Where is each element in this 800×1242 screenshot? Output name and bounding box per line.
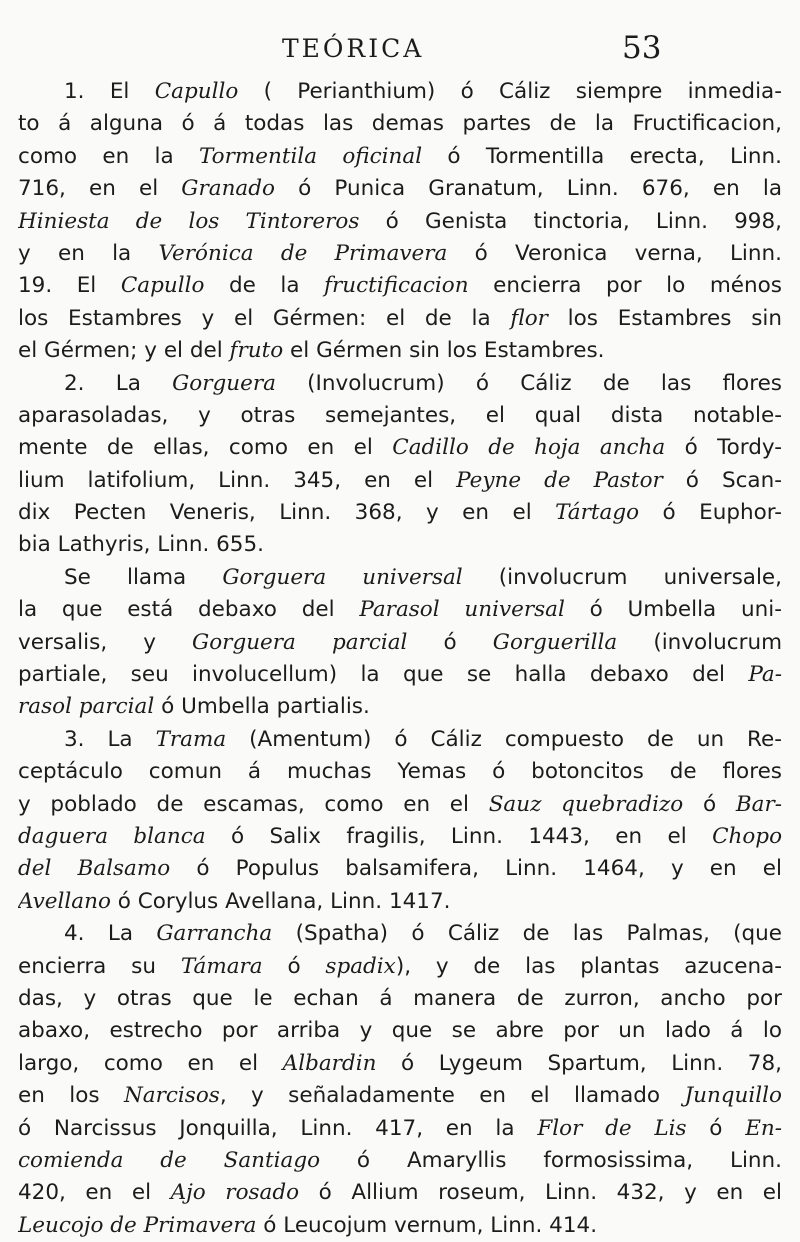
page-header bbox=[0, 22, 800, 66]
text-run: ó Salix fragilis, Linn. 1443, en el bbox=[205, 823, 713, 849]
text-run: ó Tordy- bbox=[665, 435, 782, 461]
text-run: y en la bbox=[18, 240, 159, 266]
italic-term: Granado bbox=[181, 176, 275, 202]
text-run: el Gérmen; y el del bbox=[18, 338, 230, 364]
body-text bbox=[18, 76, 782, 1242]
text-line bbox=[18, 1177, 782, 1209]
text-line bbox=[18, 238, 782, 270]
text-run: lium latifolium, Linn. 345, en el bbox=[18, 467, 457, 493]
italic-term: En- bbox=[745, 1115, 782, 1141]
text-line bbox=[18, 918, 782, 950]
italic-term: Capullo bbox=[154, 79, 239, 104]
italic-term: Verónica de Primavera bbox=[158, 240, 448, 266]
text-run: ó bbox=[683, 791, 736, 817]
italic-term: Parasol universal bbox=[359, 597, 565, 623]
italic-term: Narcisos bbox=[123, 1083, 220, 1109]
text-line bbox=[18, 691, 782, 723]
text-run: ó Leucojum vernum, Linn. 414. bbox=[256, 1212, 598, 1238]
text-run: abaxo, estrecho por arriba y que se abre por un lado á lo bbox=[18, 1018, 782, 1044]
italic-term: rasol parcial bbox=[18, 694, 155, 720]
text-run: encierra su bbox=[18, 953, 181, 979]
italic-term: Támara bbox=[180, 953, 263, 979]
text-run: ó Tormentilla erecta, Linn. bbox=[422, 143, 782, 169]
text-line bbox=[18, 173, 782, 205]
text-run: (Involucrum) ó Cáliz de las flores bbox=[275, 370, 782, 396]
text-line bbox=[18, 724, 782, 756]
running-head: TEÓRICA bbox=[282, 34, 425, 63]
text-run: en los bbox=[18, 1083, 124, 1109]
text-line bbox=[18, 108, 782, 140]
text-line bbox=[18, 497, 782, 529]
italic-term: daguera blanca bbox=[18, 823, 206, 849]
text-run: das, y otras que le echan á manera de zurron, ancho por bbox=[18, 985, 782, 1011]
text-line bbox=[18, 627, 782, 659]
text-run: aparasoladas, y otras semejantes, el qual dista notable- bbox=[18, 402, 782, 428]
italic-term: Gorguerilla bbox=[492, 629, 618, 655]
text-run: largo, como en el bbox=[18, 1050, 283, 1076]
italic-term: Hiniesta de los Tintoreros bbox=[18, 208, 360, 234]
italic-term: Capullo bbox=[120, 273, 205, 299]
text-run: ó Lygeum Spartum, Linn. 78, bbox=[376, 1050, 782, 1076]
text-run: 716, en el bbox=[18, 176, 182, 202]
text-run: 3. La bbox=[64, 726, 156, 752]
text-run: ó Allium roseum, Linn. 432, y en el bbox=[299, 1180, 782, 1206]
text-run: to á alguna ó á todas las demas partes de la Fructificacion, bbox=[18, 111, 782, 137]
italic-term: flor bbox=[510, 305, 548, 331]
text-line bbox=[18, 1080, 782, 1112]
text-run: encierra por lo ménos bbox=[468, 273, 782, 299]
italic-term: Pa- bbox=[748, 662, 782, 688]
text-run: mente de ellas, como en el bbox=[18, 435, 393, 461]
text-run: partiale, seu involucellum) la que se halla debaxo del bbox=[18, 662, 749, 688]
italic-term: Garrancha bbox=[156, 921, 273, 947]
text-run: ó Punica Granatum, Linn. 676, en la bbox=[274, 176, 782, 202]
text-run: como en la bbox=[18, 143, 199, 169]
text-line bbox=[18, 432, 782, 464]
text-run: (Amentum) ó Cáliz compuesto de un Re- bbox=[226, 726, 782, 752]
italic-term: fruto bbox=[229, 338, 284, 364]
italic-term: fructificacion bbox=[324, 273, 469, 299]
text-run: bia Lathyris, Linn. 655. bbox=[18, 532, 264, 558]
text-line bbox=[18, 1145, 782, 1177]
text-run: ó Genista tinctoria, Linn. 998, bbox=[359, 208, 782, 234]
text-line bbox=[18, 368, 782, 400]
text-run: (Spatha) ó Cáliz de las Palmas, (que bbox=[272, 921, 782, 947]
text-run: Se llama bbox=[64, 564, 223, 590]
text-run: (involucrum universale, bbox=[462, 564, 782, 590]
text-line bbox=[18, 465, 782, 497]
text-run: ), y de las plantas azucena- bbox=[395, 953, 782, 979]
text-line bbox=[18, 141, 782, 173]
text-line bbox=[18, 886, 782, 918]
text-run: los Estambres y el Gérmen: el de la bbox=[18, 305, 511, 331]
text-run: el Gérmen sin los Estambres. bbox=[283, 338, 605, 364]
text-run: ó Euphor- bbox=[639, 500, 782, 526]
text-run: ó Corylus Avellana, Linn. 1417. bbox=[110, 888, 451, 914]
text-run: (involucrum bbox=[617, 629, 782, 655]
text-line bbox=[18, 303, 782, 335]
text-run: 19. El bbox=[18, 273, 121, 299]
text-line bbox=[18, 756, 782, 788]
text-run: ó Amaryllis formosissima, Linn. bbox=[320, 1147, 782, 1173]
italic-term: Chopo bbox=[712, 823, 782, 849]
italic-term: Avellano bbox=[18, 888, 111, 914]
text-run: , y señaladamente en el llamado bbox=[219, 1083, 685, 1109]
italic-term: Bar- bbox=[735, 791, 782, 817]
text-line bbox=[18, 270, 782, 302]
italic-term: Tártago bbox=[555, 500, 640, 526]
text-line bbox=[18, 400, 782, 432]
text-run: ó Veronica verna, Linn. bbox=[447, 240, 782, 266]
text-line bbox=[18, 1015, 782, 1047]
text-run: 420, en el bbox=[18, 1180, 171, 1206]
text-line bbox=[18, 821, 782, 853]
text-line bbox=[18, 789, 782, 821]
italic-term: Gorguera parcial bbox=[192, 629, 408, 655]
italic-term: Tormentila oficinal bbox=[198, 143, 423, 169]
italic-term: Leucojo de Primavera bbox=[18, 1212, 257, 1238]
text-line bbox=[18, 76, 782, 108]
text-line bbox=[18, 1210, 782, 1242]
italic-term: Ajo rosado bbox=[170, 1180, 300, 1206]
italic-term: Cadillo de hoja ancha bbox=[392, 435, 666, 461]
text-line bbox=[18, 529, 782, 561]
italic-term: Flor de Lis bbox=[537, 1115, 687, 1141]
text-line bbox=[18, 1048, 782, 1080]
text-run: 4. La bbox=[64, 921, 157, 947]
text-run: de la bbox=[204, 273, 325, 299]
text-run: ceptáculo comun á muchas Yemas ó botoncitos de flores bbox=[18, 759, 782, 785]
text-run: ó Populus balsamifera, Linn. 1464, y en el bbox=[170, 856, 782, 882]
text-run: la que está debaxo del bbox=[18, 597, 360, 623]
text-run: ó bbox=[686, 1115, 746, 1141]
text-run: versalis, y bbox=[18, 629, 193, 655]
text-line bbox=[18, 983, 782, 1015]
text-line bbox=[18, 594, 782, 626]
text-run: ó Umbella partialis. bbox=[154, 694, 370, 720]
text-line bbox=[18, 1113, 782, 1145]
italic-term: Albardin bbox=[282, 1050, 377, 1076]
italic-term: Peyne de Pastor bbox=[456, 467, 663, 493]
text-run: ó bbox=[262, 953, 326, 979]
italic-term: Trama bbox=[155, 726, 227, 752]
text-line bbox=[18, 659, 782, 691]
text-run: dix Pecten Veneris, Linn. 368, y en el bbox=[18, 500, 556, 526]
text-run: los Estambres sin bbox=[547, 305, 782, 331]
text-run: 1. El bbox=[64, 79, 155, 104]
italic-term: Gorguera bbox=[172, 370, 276, 396]
italic-term: Gorguera universal bbox=[222, 564, 463, 590]
page-number: 53 bbox=[622, 30, 662, 66]
text-run: y poblado de escamas, como en el bbox=[18, 791, 489, 817]
text-line bbox=[18, 951, 782, 983]
italic-term: Junquillo bbox=[684, 1083, 782, 1109]
text-run: 2. La bbox=[64, 370, 173, 396]
text-line bbox=[18, 335, 782, 367]
text-run: ó Narcissus Jonquilla, Linn. 417, en la bbox=[18, 1115, 538, 1141]
text-line bbox=[18, 562, 782, 594]
text-run: ó Umbella uni- bbox=[564, 597, 782, 623]
italic-term: del Balsamo bbox=[18, 856, 171, 882]
text-line bbox=[18, 206, 782, 238]
italic-term: Sauz quebradizo bbox=[488, 791, 684, 817]
italic-term: spadix bbox=[325, 953, 396, 979]
italic-term: comienda de Santiago bbox=[18, 1147, 321, 1173]
text-run: ó bbox=[407, 629, 493, 655]
text-line bbox=[18, 853, 782, 885]
text-run: ( Perianthium) ó Cáliz siempre inmedia- bbox=[238, 79, 782, 104]
text-run: ó Scan- bbox=[662, 467, 782, 493]
